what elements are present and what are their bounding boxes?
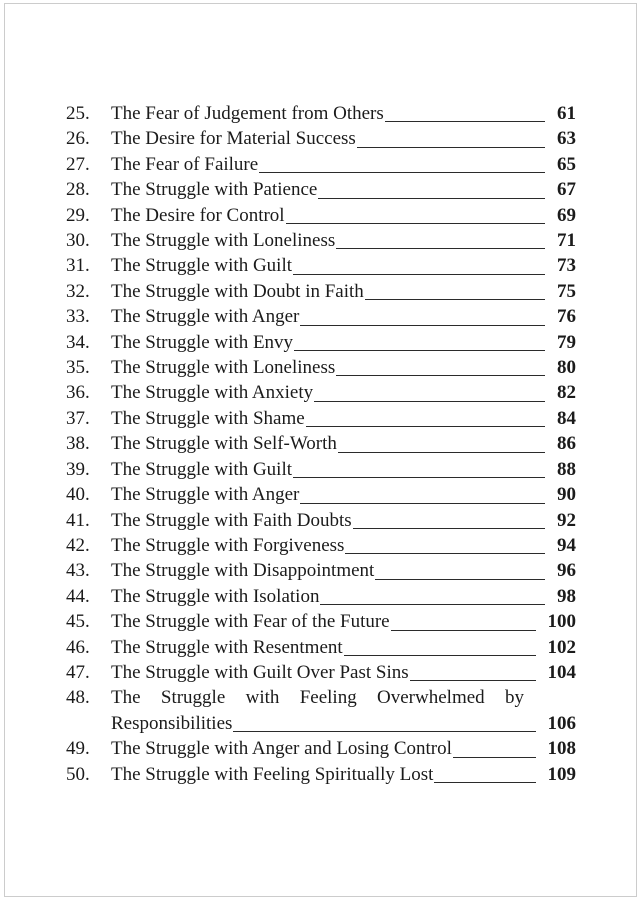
- toc-entry[interactable]: [66, 482, 576, 507]
- toc-entry-number: 40.: [66, 484, 90, 506]
- toc-entry-page: 88: [557, 458, 576, 480]
- toc-entry-title-second-line: [111, 711, 576, 736]
- leader-line: [286, 223, 545, 224]
- leader-line: [233, 731, 535, 732]
- leader-line: [259, 172, 545, 173]
- toc-entry-page: 71: [557, 230, 576, 252]
- toc-entry-title: The Struggle with Loneliness: [111, 230, 336, 252]
- toc-entry[interactable]: [66, 762, 576, 787]
- leader-line: [300, 503, 545, 504]
- toc-entry-number: 28.: [66, 179, 90, 201]
- toc-entry-title: The Struggle with Isolation: [111, 585, 320, 607]
- toc-entry-page: 94: [557, 534, 576, 556]
- toc-entry-page: 61: [557, 103, 576, 124]
- toc-entry-page: 84: [557, 407, 576, 429]
- leader-line: [336, 375, 545, 376]
- toc-entry-page: 109: [547, 763, 576, 785]
- toc-entry[interactable]: [66, 330, 576, 355]
- toc-entry-number: 35.: [66, 357, 90, 379]
- toc-entry-title: The Struggle with Anger: [111, 306, 300, 328]
- toc-entry-number: 43.: [66, 560, 90, 582]
- leader-line: [300, 325, 545, 326]
- leader-line: [410, 680, 536, 681]
- toc-entry-page: 69: [557, 204, 576, 226]
- toc-entry-title: The Struggle with Guilt: [111, 458, 293, 480]
- toc-entry[interactable]: [66, 660, 576, 685]
- toc-entry[interactable]: [66, 558, 576, 583]
- toc-entry-title: The Struggle with Fear of the Future: [111, 611, 390, 633]
- toc-entry-page: 75: [557, 280, 576, 302]
- leader-line: [293, 477, 545, 478]
- leader-line: [391, 630, 536, 631]
- leader-line: [294, 350, 545, 351]
- toc-entry-title: The Struggle with Doubt in Faith: [111, 280, 364, 302]
- toc-entry[interactable]: [66, 533, 576, 558]
- toc-entry-title: The Struggle with Feeling Overwhelmed by: [111, 687, 524, 709]
- toc-entry[interactable]: [66, 406, 576, 431]
- toc-entry-title: The Struggle with Anger: [111, 484, 300, 506]
- toc-entry-title: The Struggle with Guilt Over Past Sins: [111, 661, 409, 683]
- toc-entry-page: 76: [557, 306, 576, 328]
- toc-entry-page: 80: [557, 357, 576, 379]
- leader-line: [453, 757, 536, 758]
- leader-line: [318, 198, 545, 199]
- toc-entry-number: 32.: [66, 280, 90, 302]
- toc-entry-number: 25.: [66, 103, 90, 124]
- toc-entry-number: 31.: [66, 255, 90, 277]
- toc-entry-title: The Struggle with Shame: [111, 407, 305, 429]
- toc-entry-title: The Struggle with Feeling Spiritually Lost: [111, 763, 434, 785]
- toc-entry-page: 108: [547, 738, 576, 760]
- toc-entry-title: The Struggle with Anger and Losing Control: [111, 738, 452, 760]
- toc-entry-number: 29.: [66, 204, 90, 226]
- leader-line: [336, 248, 545, 249]
- leader-line: [293, 274, 545, 275]
- toc-entry-title-line2: Responsibilities: [111, 712, 233, 734]
- toc-entry-number: 48.: [66, 687, 90, 709]
- toc-entry[interactable]: [66, 355, 576, 380]
- toc-entry[interactable]: [66, 609, 576, 634]
- leader-line: [306, 426, 545, 427]
- toc-entry[interactable]: [66, 152, 576, 177]
- table-of-contents: [5, 4, 636, 787]
- leader-line: [385, 121, 545, 122]
- toc-entry-page: 104: [547, 661, 576, 683]
- toc-entry-title: The Struggle with Guilt: [111, 255, 293, 277]
- toc-entry[interactable]: [66, 685, 576, 736]
- toc-entry[interactable]: [66, 508, 576, 533]
- toc-entry-number: 50.: [66, 763, 90, 785]
- toc-entry-number: 27.: [66, 153, 90, 175]
- toc-entry[interactable]: [66, 584, 576, 609]
- toc-entry-page: 86: [557, 433, 576, 455]
- toc-entry-page: 63: [557, 128, 576, 150]
- toc-entry-page: 79: [557, 331, 576, 353]
- toc-entry-page: 98: [557, 585, 576, 607]
- toc-entry-title: The Struggle with Faith Doubts: [111, 509, 352, 531]
- toc-entry-page: 106: [547, 712, 576, 734]
- toc-entry[interactable]: [66, 380, 576, 405]
- toc-entry-number: 38.: [66, 433, 90, 455]
- toc-entry-page: 65: [557, 153, 576, 175]
- toc-entry[interactable]: [66, 457, 576, 482]
- toc-entry-page: 73: [557, 255, 576, 277]
- toc-entry-number: 47.: [66, 661, 90, 683]
- toc-entry-number: 30.: [66, 230, 90, 252]
- toc-entry-number: 39.: [66, 458, 90, 480]
- toc-entry-title: The Struggle with Self-Worth: [111, 433, 337, 455]
- leader-line: [345, 553, 545, 554]
- toc-entry-number: 49.: [66, 738, 90, 760]
- toc-entry-page: 90: [557, 484, 576, 506]
- toc-entry[interactable]: [66, 203, 576, 228]
- toc-entry-body: [111, 685, 576, 736]
- toc-entry-page: 102: [547, 636, 576, 658]
- toc-entry-title: The Struggle with Resentment: [111, 636, 343, 658]
- toc-entry-number: 26.: [66, 128, 90, 150]
- toc-entry-title: The Struggle with Anxiety: [111, 382, 314, 404]
- toc-entry[interactable]: [66, 126, 576, 151]
- leader-line: [314, 401, 545, 402]
- leader-line: [357, 147, 545, 148]
- toc-entry[interactable]: [66, 279, 576, 304]
- toc-entry-title: The Struggle with Loneliness: [111, 357, 336, 379]
- toc-entry[interactable]: [66, 228, 576, 253]
- toc-entry-number: 33.: [66, 306, 90, 328]
- leader-line: [344, 655, 536, 656]
- toc-entry-page: 100: [547, 611, 576, 633]
- toc-entry-number: 34.: [66, 331, 90, 353]
- toc-entry[interactable]: [66, 736, 576, 761]
- toc-entry-page: 82: [557, 382, 576, 404]
- toc-entry-number: 42.: [66, 534, 90, 556]
- toc-entry-number: 37.: [66, 407, 90, 429]
- leader-line: [365, 299, 545, 300]
- toc-entry-title: The Struggle with Forgiveness: [111, 534, 345, 556]
- toc-entry-title: The Desire for Control: [111, 204, 285, 226]
- leader-line: [320, 604, 545, 605]
- leader-line: [338, 452, 545, 453]
- document-page: [4, 3, 637, 897]
- toc-entry[interactable]: [66, 177, 576, 202]
- toc-entry-title: The Fear of Failure: [111, 153, 259, 175]
- toc-entry-title: The Struggle with Disappointment: [111, 560, 375, 582]
- leader-line: [434, 782, 535, 783]
- toc-entry-page: 67: [557, 179, 576, 201]
- leader-line: [375, 579, 545, 580]
- toc-entry-title: The Struggle with Envy: [111, 331, 294, 353]
- toc-entry-number: 36.: [66, 382, 90, 404]
- toc-entry[interactable]: [66, 101, 576, 126]
- toc-entry[interactable]: [66, 635, 576, 660]
- toc-entry-number: 45.: [66, 611, 90, 633]
- toc-entry-title: The Struggle with Patience: [111, 179, 318, 201]
- toc-entry-number: 41.: [66, 509, 90, 531]
- leader-line: [353, 528, 545, 529]
- toc-entry-number: 46.: [66, 636, 90, 658]
- toc-entry[interactable]: [66, 304, 576, 329]
- toc-entry[interactable]: [66, 253, 576, 278]
- toc-entry-number: 44.: [66, 585, 90, 607]
- toc-entry-title: The Desire for Material Success: [111, 128, 356, 150]
- toc-entry[interactable]: [66, 431, 576, 456]
- toc-entry-title: The Fear of Judgement from Others: [111, 103, 384, 124]
- toc-entry-page: 92: [557, 509, 576, 531]
- toc-entry-page: 96: [557, 560, 576, 582]
